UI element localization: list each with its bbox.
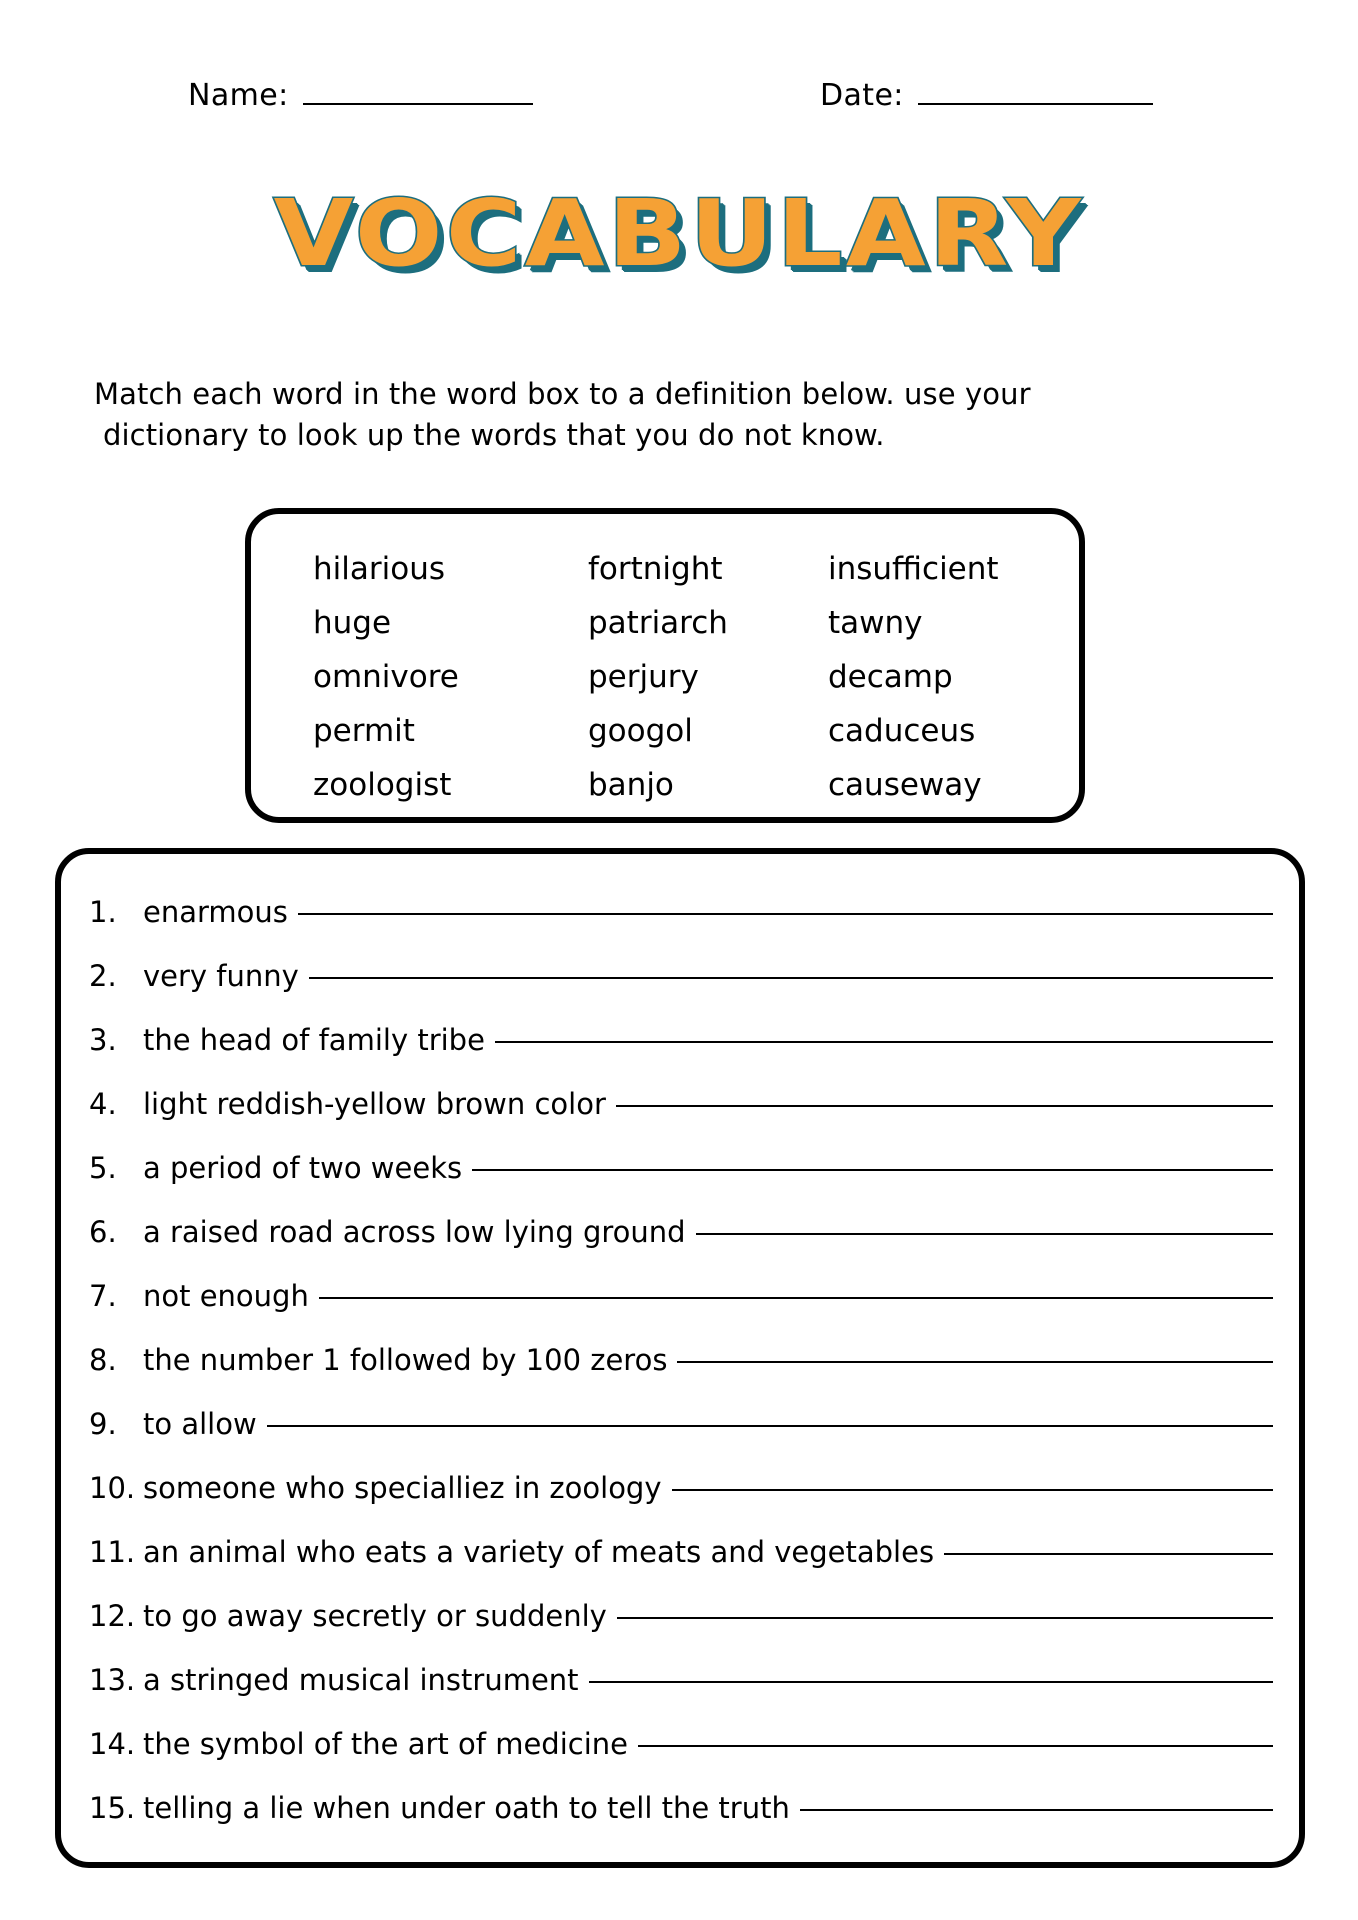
definition-text: telling a lie when under oath to tell the truth	[143, 1791, 790, 1825]
definition-text: enarmous	[143, 895, 288, 929]
answer-blank-line[interactable]	[617, 1617, 1273, 1619]
definition-number: 14.	[89, 1727, 136, 1761]
definition-row	[89, 1264, 1273, 1328]
word-bank-item: causeway	[828, 767, 982, 803]
definition-number: 13.	[89, 1663, 136, 1697]
definition-text: someone who specialliez in zoology	[143, 1471, 662, 1505]
word-bank-item: decamp	[828, 659, 953, 695]
definition-row	[89, 1776, 1273, 1840]
word-bank-item: fortnight	[588, 551, 723, 587]
definition-number: 12.	[89, 1599, 136, 1633]
name-label: Name:	[188, 78, 289, 113]
answer-blank-line[interactable]	[696, 1233, 1273, 1235]
answer-blank-line[interactable]	[677, 1361, 1273, 1363]
definition-number: 10.	[89, 1471, 136, 1505]
answer-blank-line[interactable]	[319, 1297, 1273, 1299]
definition-number: 1.	[89, 895, 117, 929]
definition-row	[89, 944, 1273, 1008]
header-fields	[0, 78, 1358, 134]
definition-number: 5.	[89, 1151, 117, 1185]
answer-blank-line[interactable]	[616, 1105, 1273, 1107]
definition-number: 9.	[89, 1407, 117, 1441]
word-bank-item: patriarch	[588, 605, 728, 641]
definition-text: the head of family tribe	[143, 1023, 485, 1057]
definition-row	[89, 1712, 1273, 1776]
word-bank-item: tawny	[828, 605, 923, 641]
definition-text: a period of two weeks	[143, 1151, 463, 1185]
answer-blank-line[interactable]	[267, 1425, 1273, 1427]
definition-row	[89, 880, 1273, 944]
definition-text: very funny	[143, 959, 299, 993]
definition-row	[89, 1520, 1273, 1584]
definition-number: 7.	[89, 1279, 117, 1313]
date-blank-line[interactable]	[918, 102, 1153, 105]
definitions-list	[89, 880, 1273, 1840]
word-bank-item: zoologist	[313, 767, 452, 803]
definition-row	[89, 1072, 1273, 1136]
word-bank-item: hilarious	[313, 551, 445, 587]
instructions-line-2: dictionary to look up the words that you do not know.	[103, 418, 885, 453]
word-bank-box	[245, 508, 1085, 823]
definition-number: 11.	[89, 1535, 136, 1569]
definition-row	[89, 1584, 1273, 1648]
definition-text: the number 1 followed by 100 zeros	[143, 1343, 668, 1377]
name-field-group	[188, 78, 533, 113]
definition-text: light reddish-yellow brown color	[143, 1087, 606, 1121]
word-bank-grid	[313, 542, 1058, 812]
answer-blank-line[interactable]	[472, 1169, 1273, 1171]
definition-row	[89, 1392, 1273, 1456]
word-bank-item: insufficient	[828, 551, 999, 587]
answer-blank-line[interactable]	[672, 1489, 1273, 1491]
date-label: Date:	[820, 78, 904, 113]
answer-blank-line[interactable]	[638, 1745, 1273, 1747]
answer-blank-line[interactable]	[309, 977, 1273, 979]
definition-row	[89, 1456, 1273, 1520]
title-area	[0, 180, 1358, 308]
definition-row	[89, 1008, 1273, 1072]
definition-text: a raised road across low lying ground	[143, 1215, 686, 1249]
definition-row	[89, 1328, 1273, 1392]
answer-blank-line[interactable]	[800, 1809, 1273, 1811]
definition-row	[89, 1648, 1273, 1712]
definition-text: to go away secretly or suddenly	[143, 1599, 607, 1633]
word-bank-item: permit	[313, 713, 415, 749]
definition-number: 15.	[89, 1791, 136, 1825]
word-bank-item: caduceus	[828, 713, 976, 749]
word-bank-item: googol	[588, 713, 693, 749]
definition-text: not enough	[143, 1279, 309, 1313]
word-bank-item: omnivore	[313, 659, 459, 695]
definition-row	[89, 1200, 1273, 1264]
definition-text: to allow	[143, 1407, 257, 1441]
definition-row	[89, 1136, 1273, 1200]
word-bank-item: huge	[313, 605, 392, 641]
definition-number: 2.	[89, 959, 117, 993]
word-bank-item: banjo	[588, 767, 674, 803]
page-title: VOCABULARY	[273, 180, 1085, 287]
name-blank-line[interactable]	[303, 102, 533, 105]
definitions-box	[55, 848, 1305, 1868]
answer-blank-line[interactable]	[495, 1041, 1273, 1043]
date-field-group	[820, 78, 1153, 113]
definition-number: 8.	[89, 1343, 117, 1377]
definition-number: 4.	[89, 1087, 117, 1121]
answer-blank-line[interactable]	[944, 1553, 1273, 1555]
definition-text: a stringed musical instrument	[143, 1663, 579, 1697]
instructions-text	[94, 374, 1154, 456]
answer-blank-line[interactable]	[298, 913, 1273, 915]
definition-text: the symbol of the art of medicine	[143, 1727, 628, 1761]
definition-number: 6.	[89, 1215, 117, 1249]
word-bank-item: perjury	[588, 659, 699, 695]
definition-number: 3.	[89, 1023, 117, 1057]
definition-text: an animal who eats a variety of meats and vegetables	[143, 1535, 935, 1569]
answer-blank-line[interactable]	[589, 1681, 1273, 1683]
instructions-line-1: Match each word in the word box to a definition below. use your	[94, 377, 1031, 411]
